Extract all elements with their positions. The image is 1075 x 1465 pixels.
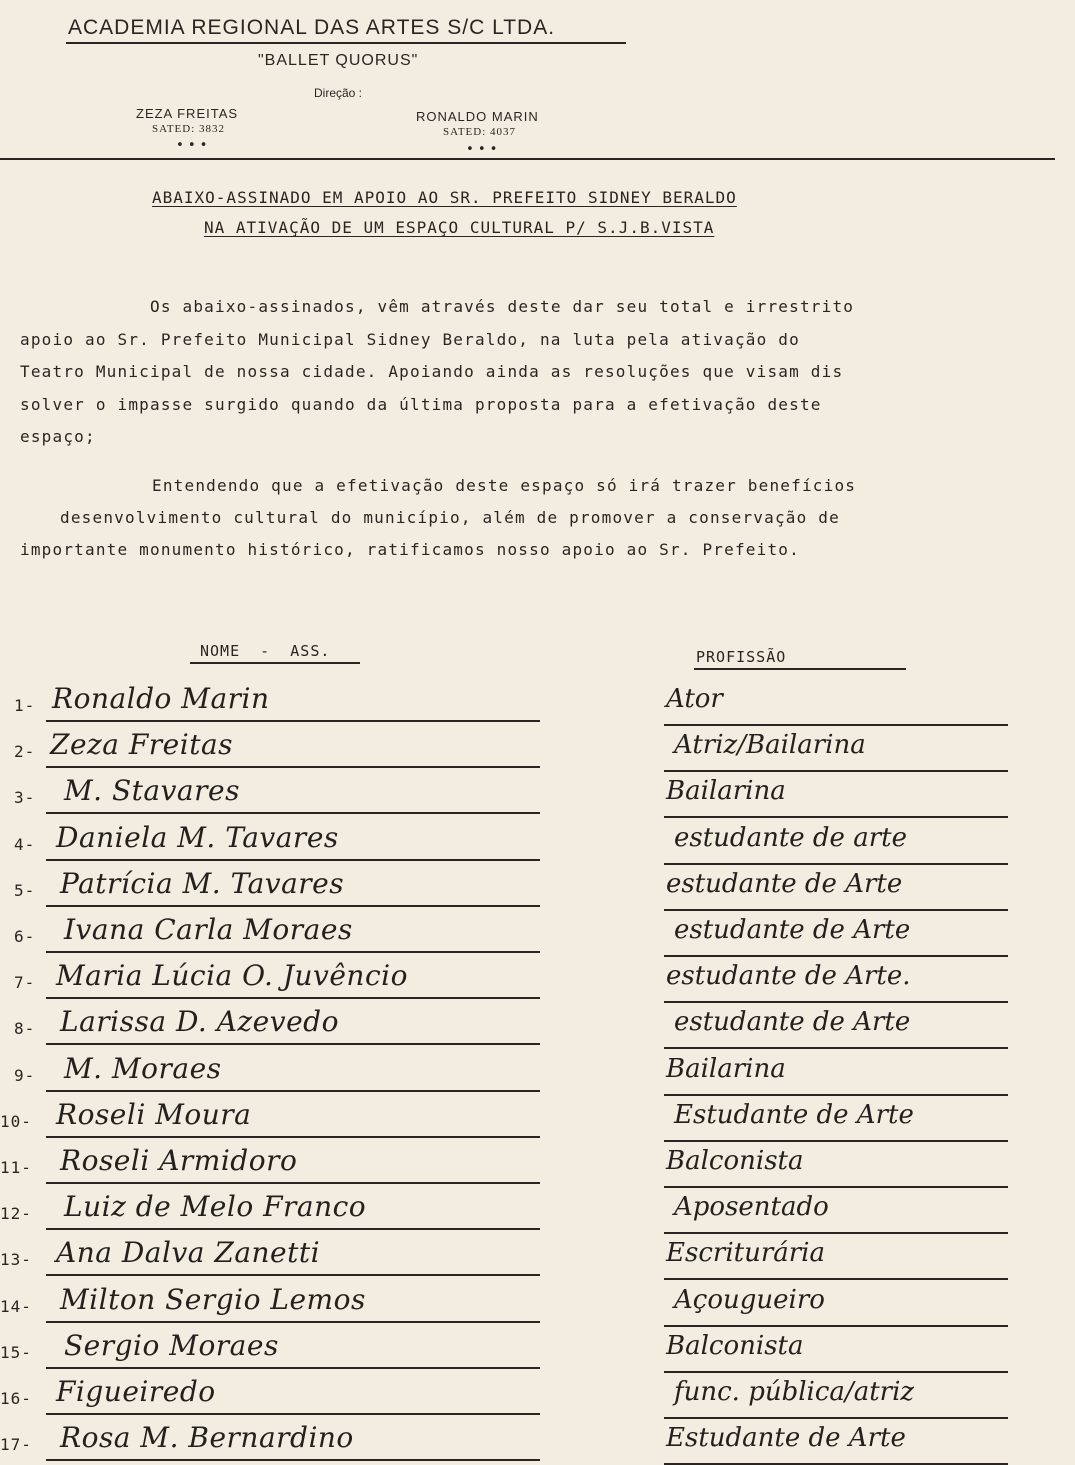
profession-line — [664, 1371, 1008, 1373]
profession-line — [664, 770, 1008, 772]
signature-name: Luiz de Melo Franco — [64, 1190, 367, 1223]
signature-name: Ana Dalva Zanetti — [56, 1236, 321, 1269]
profession-header-rule — [694, 668, 906, 670]
signature-name: Daniela M. Tavares — [56, 821, 339, 854]
signature-line — [46, 859, 540, 861]
profession-entry: Ator — [666, 684, 723, 714]
signature-line — [46, 1274, 540, 1276]
name-header-rule — [190, 662, 360, 664]
row-number: 9- — [14, 1066, 36, 1085]
signature-name: M. Stavares — [64, 774, 240, 807]
row-number: 10- — [0, 1112, 32, 1131]
director-dots-2: ••• — [466, 142, 502, 157]
signature-line — [46, 1459, 540, 1461]
profession-line — [664, 1278, 1008, 1280]
profession-line — [664, 1047, 1008, 1049]
profession-line — [664, 863, 1008, 865]
signature-line — [46, 1136, 540, 1138]
org-underline — [66, 42, 626, 44]
row-number: 15- — [0, 1343, 32, 1362]
director-dots-1: ••• — [176, 138, 212, 153]
profession-line — [664, 816, 1008, 818]
row-number: 6- — [14, 927, 36, 946]
profession-entry: Aposentado — [674, 1192, 829, 1222]
profession-entry: Bailarina — [666, 1054, 786, 1084]
row-number: 4- — [14, 835, 36, 854]
profession-line — [664, 1140, 1008, 1142]
profession-entry: func. pública/atriz — [674, 1377, 915, 1407]
row-number: 16- — [0, 1389, 32, 1408]
director-sated-2: SATED: 4037 — [443, 126, 517, 138]
signature-line — [46, 720, 540, 722]
row-number: 3- — [14, 788, 36, 807]
paragraph-2-line-2: desenvolvimento cultural do município, além de promover a conservação de — [60, 508, 840, 527]
profession-column-header: PROFISSÃO — [696, 648, 787, 666]
profession-entry: Atriz/Bailarina — [674, 730, 866, 760]
profession-line — [664, 1186, 1008, 1188]
name-column-header: NOME - ASS. — [200, 642, 331, 660]
profession-line — [664, 1094, 1008, 1096]
signature-name: Sergio Moraes — [64, 1329, 279, 1362]
signature-name: Ronaldo Marin — [52, 682, 270, 715]
signature-name: Milton Sergio Lemos — [60, 1283, 366, 1316]
row-number: 8- — [14, 1019, 36, 1038]
signature-name: Roseli Moura — [56, 1098, 252, 1131]
paragraph-1-line-1: Os abaixo-assinados, vêm através deste dar seu total e irrestrito — [150, 297, 855, 316]
signature-line — [46, 951, 540, 953]
subject-line-1: ABAIXO-ASSINADO EM APOIO AO SR. PREFEITO SIDNEY BERALDO — [152, 188, 737, 207]
profession-entry: Balconista — [666, 1146, 804, 1176]
signature-name: M. Moraes — [64, 1052, 222, 1085]
row-number: 1- — [14, 696, 36, 715]
profession-entry: Bailarina — [666, 776, 786, 806]
row-number: 11- — [0, 1158, 32, 1177]
profession-line — [664, 1417, 1008, 1419]
profession-entry: Balconista — [666, 1331, 804, 1361]
paragraph-2-line-3: importante monumento histórico, ratificamos nosso apoio ao Sr. Prefeito. — [20, 540, 800, 559]
paragraph-1-line-4: solver o impasse surgido quando da última proposta para a efetivação deste — [20, 395, 822, 414]
signature-line — [46, 997, 540, 999]
profession-entry: estudante de arte — [674, 823, 907, 853]
profession-entry: estudante de Arte. — [666, 961, 911, 991]
profession-entry: Açougueiro — [674, 1285, 825, 1315]
ballet-name: "BALLET QUORUS" — [258, 52, 419, 69]
row-number: 14- — [0, 1297, 32, 1316]
paragraph-1-line-3: Teatro Municipal de nossa cidade. Apoiando ainda as resoluções que visam dis — [20, 362, 844, 381]
signature-line — [46, 1182, 540, 1184]
signature-line — [46, 905, 540, 907]
signature-name: Figueiredo — [56, 1375, 216, 1408]
profession-line — [664, 955, 1008, 957]
row-number: 12- — [0, 1204, 32, 1223]
director-sated-1: SATED: 3832 — [152, 123, 226, 135]
paragraph-2-line-1: Entendendo que a efetivação deste espaço só irá trazer benefícios — [152, 476, 857, 495]
profession-entry: Estudante de Arte — [666, 1423, 906, 1453]
signature-line — [46, 1043, 540, 1045]
paragraph-1-line-2: apoio ao Sr. Prefeito Municipal Sidney Beraldo, na luta pela ativação do — [20, 330, 800, 349]
signature-line — [46, 1413, 540, 1415]
profession-line — [664, 1001, 1008, 1003]
row-number: 2- — [14, 742, 36, 761]
profession-entry: estudante de Arte — [666, 869, 903, 899]
profession-line — [664, 1232, 1008, 1234]
row-number: 5- — [14, 881, 36, 900]
signature-name: Zeza Freitas — [50, 728, 234, 761]
signature-line — [46, 1321, 540, 1323]
signature-name: Maria Lúcia O. Juvêncio — [56, 959, 408, 992]
signature-line — [46, 766, 540, 768]
subject-line-2: NA ATIVAÇÃO DE UM ESPAÇO CULTURAL P/ S.J.B.VISTA — [204, 218, 715, 237]
profession-entry: estudante de Arte — [674, 915, 911, 945]
profession-line — [664, 1463, 1008, 1465]
signature-line — [46, 1090, 540, 1092]
profession-line — [664, 1325, 1008, 1327]
profession-entry: Estudante de Arte — [674, 1100, 914, 1130]
signature-name: Larissa D. Azevedo — [60, 1005, 339, 1038]
director-name-1: ZEZA FREITAS — [136, 106, 239, 121]
signature-line — [46, 1367, 540, 1369]
profession-line — [664, 909, 1008, 911]
direcao-label: Direção : — [314, 86, 363, 100]
profession-entry: Escriturária — [666, 1238, 825, 1268]
signature-line — [46, 1228, 540, 1230]
row-number: 13- — [0, 1250, 32, 1269]
row-number: 17- — [0, 1435, 32, 1454]
profession-entry: estudante de Arte — [674, 1007, 911, 1037]
header-divider — [0, 158, 1055, 160]
row-number: 7- — [14, 973, 36, 992]
director-name-2: RONALDO MARIN — [416, 109, 539, 124]
signature-name: Roseli Armidoro — [60, 1144, 298, 1177]
signature-name: Ivana Carla Moraes — [64, 913, 353, 946]
signature-name: Patrícia M. Tavares — [60, 867, 345, 900]
profession-line — [664, 724, 1008, 726]
paragraph-1-line-5: espaço; — [20, 427, 96, 446]
signature-line — [46, 812, 540, 814]
signature-name: Rosa M. Bernardino — [60, 1421, 354, 1454]
org-name: ACADEMIA REGIONAL DAS ARTES S/C LTDA. — [68, 16, 556, 39]
